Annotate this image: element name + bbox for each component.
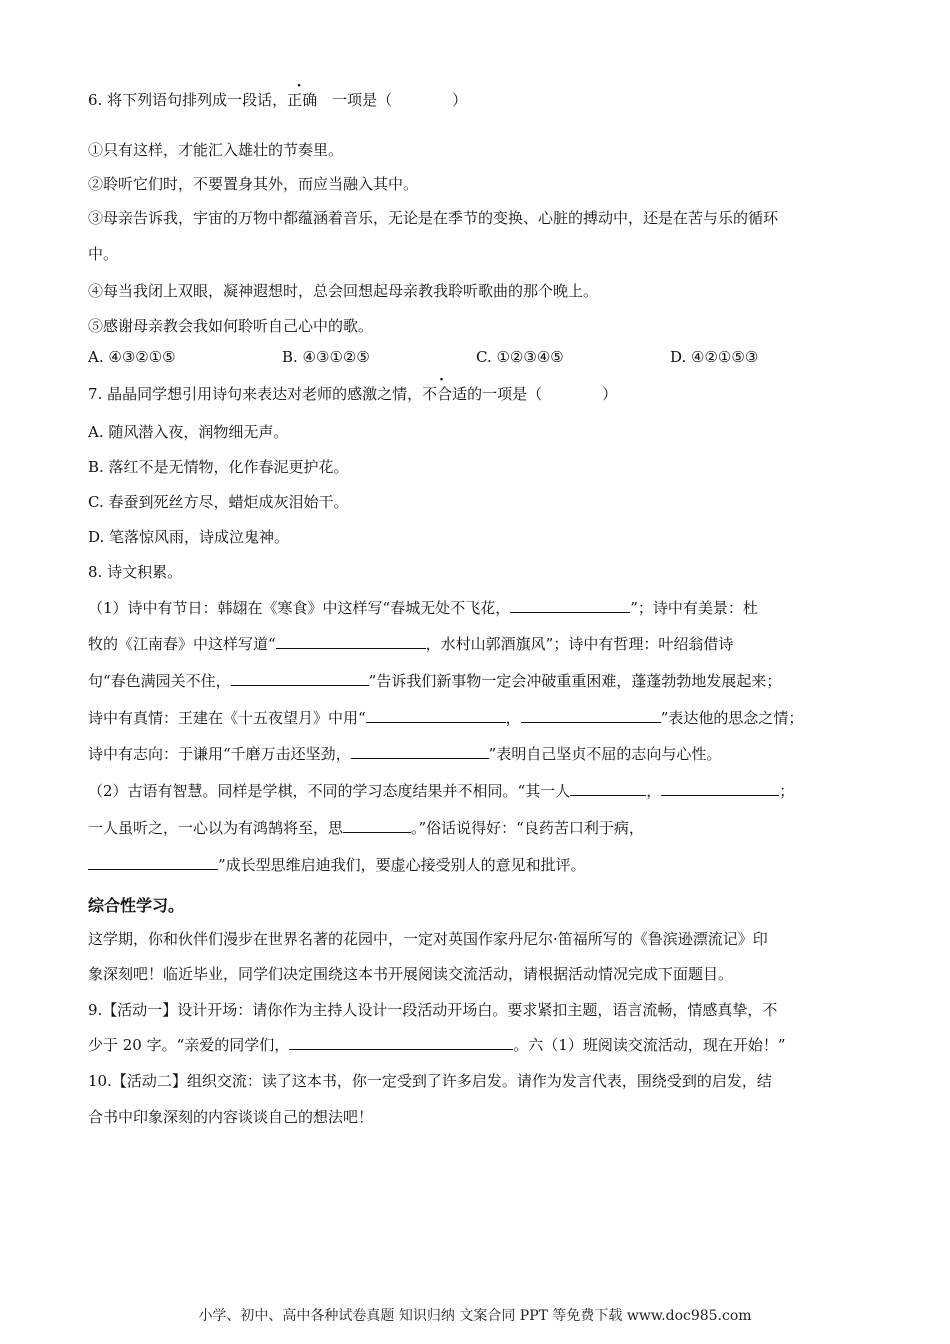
answer-blank[interactable] [343,818,411,833]
q8-line-8-text: ”成长型思维启迪我们，要虚心接受别人的意见和批评。 [218,856,586,874]
q6-option-b[interactable]: B. ④③①②⑤ [282,348,370,366]
q7-option-c[interactable]: C. 春蚕到死丝方尽，蜡炬成灰泪始干。 [88,493,349,511]
q8-line-4-b: ， [505,709,521,727]
q8-line-7 [88,818,644,838]
q10-line-2: 合书中印象深刻的内容谈谈自己的想法吧！ [88,1108,374,1126]
q8-line-7-b: 。”俗话说得好：“良药苦口利于病， [411,819,644,837]
q8-line-3-a: 句“春色满园关不住， [88,672,231,690]
q8-line-5-a: 诗中有志向：于谦用“千磨万击还坚劲， [88,745,351,763]
answer-blank[interactable] [88,855,218,870]
q8-line-4-a: 诗中有真情：王建在《十五夜望月》中用“ [88,709,366,727]
q7-stem-text: 7. 晶晶同学想引用诗句来表达对老师的感激之情， [88,385,423,403]
q8-line-7-a: 一人虽听之，一心以为有鸿鹄将至，思 [88,819,344,837]
q7-option-d[interactable]: D. 笔落惊风雨，诗成泣鬼神。 [88,528,290,546]
q8-line-5 [88,744,721,764]
q8-line-3-b: ”告诉我们新事物一定会冲破重重困难，蓬蓬勃勃地发展起来； [368,672,782,690]
answer-blank[interactable] [521,708,661,723]
q8-line-6-b: ， [646,782,662,800]
q8-line-1-a: （1）诗中有节日：韩翃在《寒食》中这样写“春城无处不飞花， [88,599,511,617]
q7-stem [88,384,617,404]
q8-line-2 [88,634,733,654]
q8-line-6 [88,781,794,801]
q6-emphasis: 正确 [287,91,318,109]
q8-line-1 [88,598,758,618]
q9-line-2-a: 少于 20 字。“亲爱的同学们， [88,1036,290,1054]
answer-blank[interactable] [661,781,779,796]
q8-line-2-a: 牧的《江南春》中这样写道“ [88,635,276,653]
q9-line-1: 9.【活动一】设计开场：请你作为主持人设计一段活动开场白。要求紧扣主题，语言流畅，情感真挚，不 [88,1001,778,1019]
q6-sentence-5: ⑤感谢母亲教会我如何聆听自己心中的歌。 [88,317,374,335]
q6-sentence-3: ③母亲告诉我，宇宙的万物中都蕴涵着音乐，无论是在季节的变换、心脏的搏动中，还是在苦与乐的循环 [88,209,779,227]
q6-option-d[interactable]: D. ④②①⑤③ [670,348,759,366]
q9-line-2-b: 。六（1）班阅读交流活动，现在开始！” [513,1036,786,1054]
q6-option-c[interactable]: C. ①②③④⑤ [476,348,564,366]
q8-line-6-a: （2）古语有智慧。同样是学棋，不同的学习态度结果并不相同。“其一人 [88,782,571,800]
q6-stem-tail: 一项是（ ） [332,91,468,109]
q6-sentence-1: ①只有这样，才能汇入雄壮的节奏里。 [88,141,344,159]
q8-line-3 [88,671,781,691]
q6-sentence-3-cont: 中。 [88,245,119,263]
q7-option-b[interactable]: B. 落红不是无情物，化作春泥更护花。 [88,458,349,476]
q6-sentence-4: ④每当我闭上双眼，凝神遐想时，总会回想起母亲教我聆听歌曲的那个晚上。 [88,282,599,300]
answer-blank[interactable] [231,671,369,686]
q8-line-1-b: ”；诗中有美景：杜 [630,599,758,617]
q7-option-a[interactable]: A. 随风潜入夜，润物细无声。 [88,423,289,441]
q8-title: 8. 诗文积累。 [88,563,183,581]
section-intro-2: 象深刻吧！临近毕业，同学们决定围绕这本书开展阅读交流活动，请根据活动情况完成下面题目。 [88,965,734,983]
q6-option-a[interactable]: A. ④③②①⑤ [88,348,176,366]
answer-blank[interactable] [570,781,646,796]
answer-blank[interactable] [289,1035,513,1050]
q10-line-1: 10.【活动二】组织交流：读了这本书，你一定受到了许多启发。请作为发言代表，围绕受到的启发，结 [88,1072,772,1090]
answer-blank[interactable] [510,598,630,613]
q8-line-5-b: ”表明自己坚贞不屈的志向与心性。 [488,745,722,763]
footer-banner: 小学、初中、高中各种试卷真题 知识归纳 文案合同 PPT 等免费下载 www.doc985.com [198,1308,752,1324]
answer-blank[interactable] [276,634,426,649]
q8-line-4-c: ”表达他的思念之情； [660,709,804,727]
q8-line-8 [88,855,586,875]
q8-line-4 [88,708,803,728]
q6-stem-text: 6. 将下列语句排列成一段话， [88,91,288,109]
answer-blank[interactable] [366,708,506,723]
answer-blank[interactable] [351,744,489,759]
q8-line-6-c: ； [779,782,795,800]
section-title: 综合性学习。 [88,896,185,915]
section-intro-1: 这学期，你和伙伴们漫步在世界名著的花园中，一定对英国作家丹尼尔·笛福所写的《鲁滨逊漂流记》印 [88,930,768,948]
q7-stem-tail: 的一项是（ ） [467,385,618,403]
q7-emphasis: 不合适 [422,385,468,403]
q9-line-2 [88,1035,786,1055]
q8-line-2-b: ，水村山郭酒旗风”；诗中有哲理：叶绍翁借诗 [425,635,734,653]
q6-stem [88,90,467,110]
q6-sentence-2: ②聆听它们时，不要置身其外，而应当融入其中。 [88,175,419,193]
